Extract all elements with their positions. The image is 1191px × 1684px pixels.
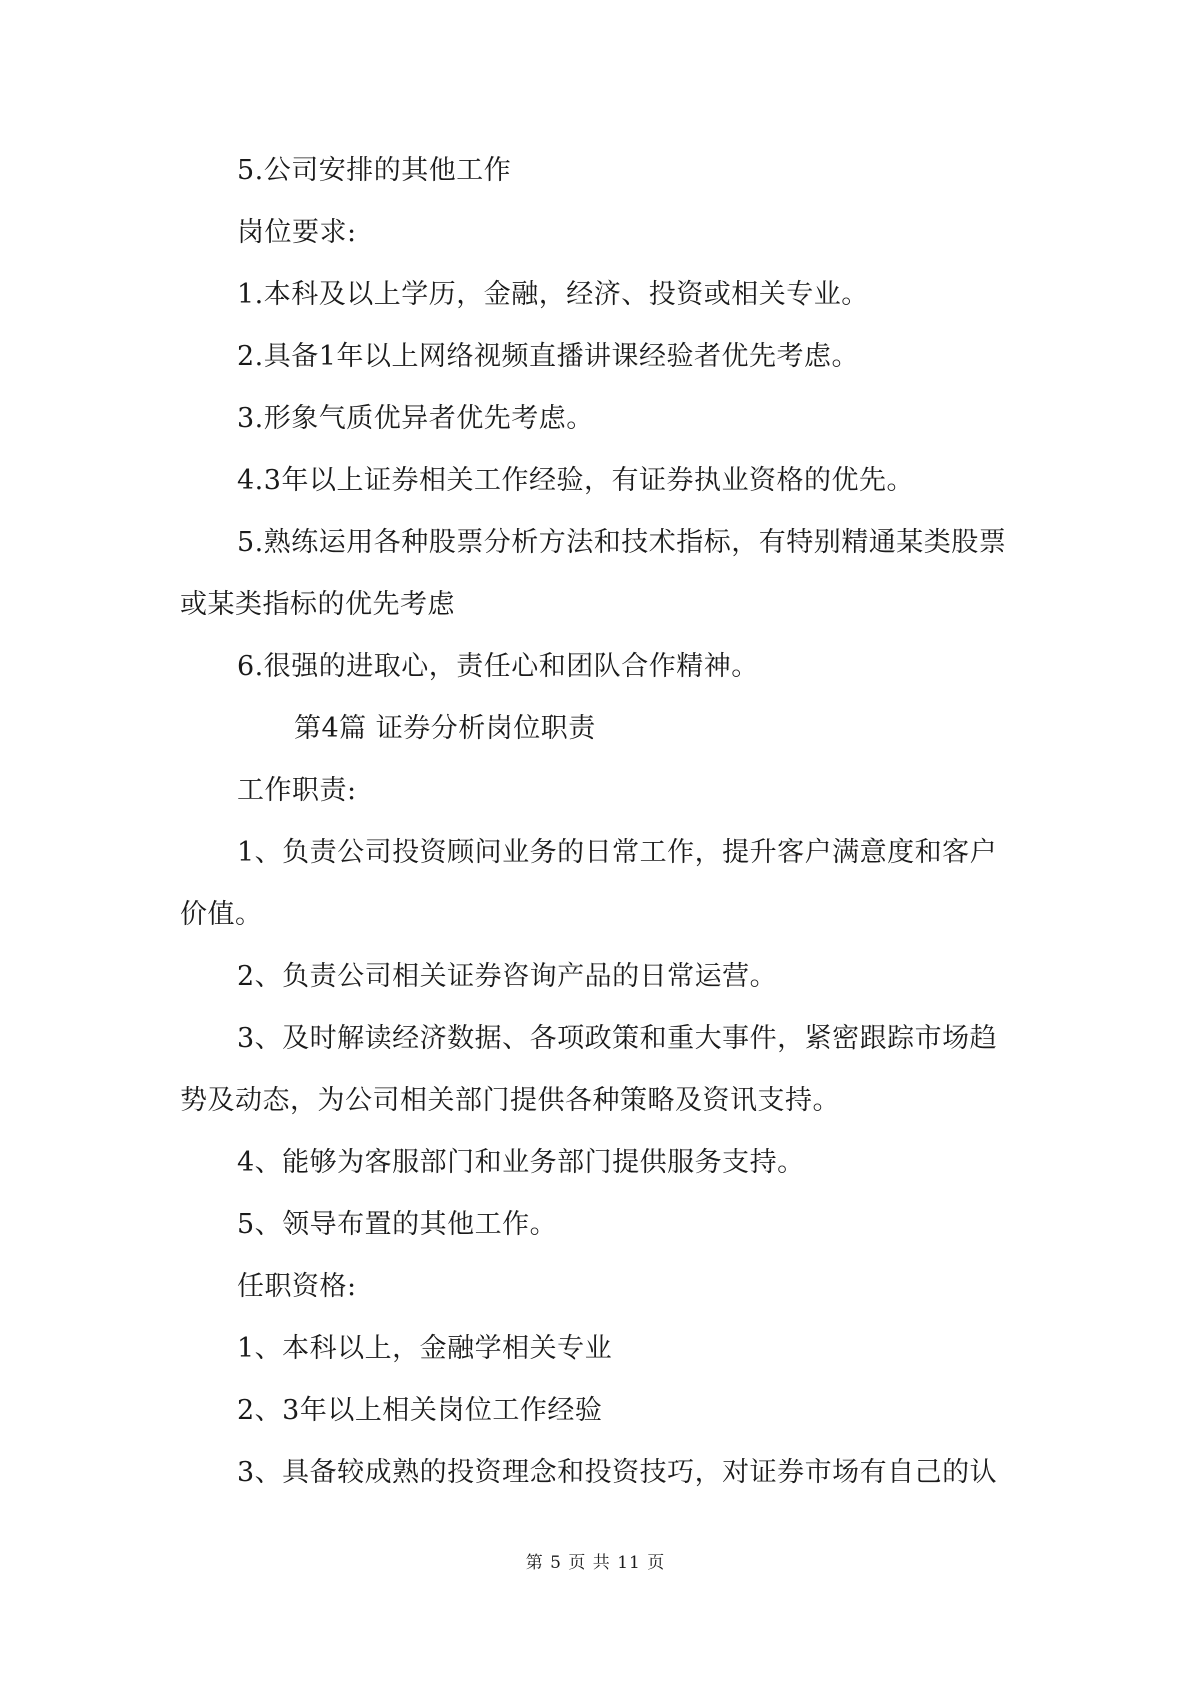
requirement-item-5-cont: 或某类指标的优先考虑: [180, 589, 455, 620]
requirement-item-5: 5.熟练运用各种股票分析方法和技术指标，有特别精通某类股票: [237, 527, 1007, 558]
page-footer: 第 5 页 共 11 页: [525, 1553, 666, 1573]
qualification-item-3: 3、具备较成熟的投资理念和投资技巧，对证券市场有自己的认: [237, 1457, 998, 1488]
qualification-item-2: 2、3年以上相关岗位工作经验: [237, 1395, 603, 1426]
requirement-item-2: 2.具备1年以上网络视频直播讲课经验者优先考虑。: [237, 341, 859, 372]
qualifications-heading: 任职资格:: [237, 1271, 357, 1302]
duty-item-5: 5.公司安排的其他工作: [237, 155, 512, 186]
job-duty-item-1-cont: 价值。: [180, 899, 263, 930]
requirement-item-3: 3.形象气质优异者优先考虑。: [237, 403, 594, 434]
section-heading: 第4篇 证券分析岗位职责: [294, 713, 596, 744]
job-duty-item-3: 3、及时解读经济数据、各项政策和重大事件，紧密跟踪市场趋: [237, 1023, 998, 1054]
requirement-item-6: 6.很强的进取心，责任心和团队合作精神。: [237, 651, 759, 682]
requirement-item-1: 1.本科及以上学历，金融，经济、投资或相关专业。: [237, 279, 869, 310]
job-duty-item-5: 5、领导布置的其他工作。: [237, 1209, 558, 1240]
qualification-item-1: 1、本科以上，金融学相关专业: [237, 1333, 613, 1364]
requirement-item-4: 4.3年以上证券相关工作经验，有证券执业资格的优先。: [237, 465, 914, 496]
job-duty-item-4: 4、能够为客服部门和业务部门提供服务支持。: [237, 1147, 805, 1178]
requirements-heading: 岗位要求:: [237, 217, 357, 248]
job-duty-item-2: 2、负责公司相关证券咨询产品的日常运营。: [237, 961, 778, 992]
job-duty-item-3-cont: 势及动态，为公司相关部门提供各种策略及资讯支持。: [180, 1085, 840, 1116]
job-duty-item-1: 1、负责公司投资顾问业务的日常工作，提升客户满意度和客户: [237, 837, 998, 868]
job-duties-heading: 工作职责:: [237, 775, 357, 806]
